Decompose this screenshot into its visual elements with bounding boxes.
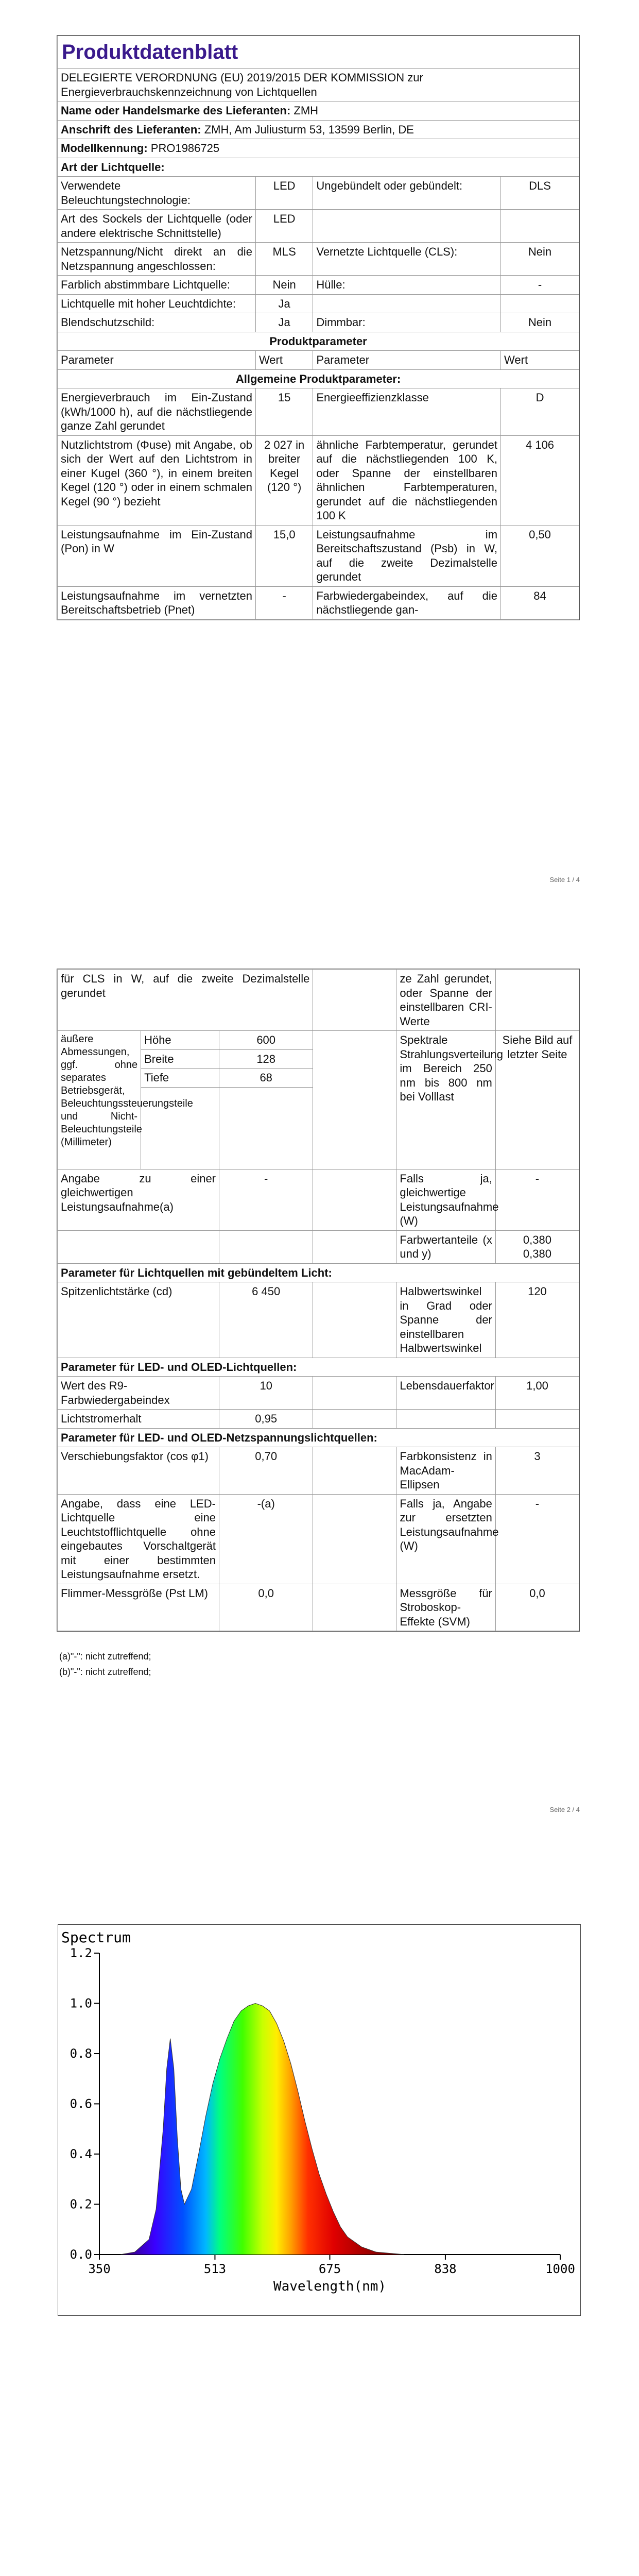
- peak-intensity-label: Spitzenlichtstärke (cd): [58, 1282, 219, 1358]
- regulation-text: DELEGIERTE VERORDNUNG (EU) 2019/2015 DER KOMMISSION zur Energieverbrauchskennzeichnung von Lichtquellen: [58, 69, 579, 101]
- y-tick-label: 0.0: [70, 2247, 92, 2262]
- type-param-label: Netzspannung/Nicht direkt an die Netzspannung angeschlossen:: [58, 243, 256, 276]
- product-param-value: 2 027 in breiter Kegel (120 °): [255, 435, 313, 525]
- y-tick-label: 0.2: [70, 2197, 92, 2212]
- dim-key: Breite: [141, 1049, 219, 1069]
- footnote: (a)"-": nicht zutreffend;: [59, 1651, 151, 1662]
- model-label: Modellkennung:: [61, 142, 148, 155]
- survival-factor-label: Lebensdauerfaktor: [396, 1377, 495, 1410]
- type-param-value: [501, 294, 579, 313]
- type-param-value: -: [501, 276, 579, 295]
- param-header: Parameter: [58, 351, 256, 370]
- product-param-value: 15: [255, 388, 313, 436]
- dim-value: 600: [219, 1031, 313, 1050]
- spectrum-svg: [58, 1925, 580, 2315]
- datasheet-table-page-2: [57, 969, 580, 1632]
- type-param-label: Lichtquelle mit hoher Leuchtdichte:: [58, 294, 256, 313]
- lumen-maintenance-value: 0,95: [219, 1410, 313, 1429]
- chromaticity-label: Farbwertanteile (x und y): [396, 1230, 495, 1263]
- stroboscopic-label: Messgröße für Stroboskop-Effekte (SVM): [396, 1584, 495, 1631]
- type-param-label: [313, 294, 501, 313]
- product-param-label: Nutzlichtstrom (Φuse) mit Angabe, ob sich der Wert auf den Lichtstrom in einer Kugel (360 °), in einem breiten Kegel (120 °) oder in einem schmalen Kegel (90 °) bezieht: [58, 435, 256, 525]
- x-axis-label: Wavelength(nm): [273, 2279, 387, 2294]
- product-param-row: [58, 435, 579, 525]
- datasheet-table-page-1: [57, 35, 580, 620]
- product-param-label: Energieverbrauch im Ein-Zustand (kWh/1000 h), auf die nächstliegende ganze Zahl gerundet: [58, 388, 256, 436]
- y-tick-label: 0.8: [70, 2046, 92, 2061]
- y-tick-label: 1.0: [70, 1996, 92, 2011]
- product-param-label: Energieeffizienzklasse: [313, 388, 501, 436]
- dim-key: Höhe: [141, 1031, 219, 1050]
- led-oled-heading: Parameter für LED- und OLED-Lichtquellen:: [58, 1358, 579, 1377]
- equiv-power-value: -: [219, 1169, 313, 1230]
- x-tick-label: 1000: [545, 2262, 575, 2276]
- supplier-name-value: ZMH: [293, 104, 319, 117]
- value-header: Wert: [501, 351, 579, 370]
- type-param-label: Art des Sockels der Lichtquelle (oder andere elektrische Schnittstelle): [58, 210, 256, 243]
- type-param-value: MLS: [255, 243, 313, 276]
- cri-cont-label: ze Zahl gerundet, oder Spanne der einstellbaren CRI-Werte: [396, 970, 495, 1031]
- param-header: Parameter: [313, 351, 501, 370]
- page-number: Seite 2 / 4: [549, 1806, 580, 1814]
- product-param-row: [58, 586, 579, 619]
- spectrum-label: Spektrale Strahlungsverteilung im Bereich 250 nm bis 800 nm bei Volllast: [396, 1031, 495, 1170]
- dim-key: Tiefe: [141, 1069, 219, 1088]
- type-param-label: Blendschutzschild:: [58, 313, 256, 332]
- footnote: (b)"-": nicht zutreffend;: [59, 1667, 151, 1677]
- type-param-label: Hülle:: [313, 276, 501, 295]
- flicker-label: Flimmer-Messgröße (Pst LM): [58, 1584, 219, 1631]
- supplier-address-label: Anschrift des Lieferanten:: [61, 123, 201, 136]
- lightsource-type-row: [58, 243, 579, 276]
- supplier-address-value: ZMH, Am Juliusturm 53, 13599 Berlin, DE: [204, 123, 414, 136]
- model-value: PRO1986725: [150, 142, 220, 155]
- type-param-value: Nein: [501, 313, 579, 332]
- lightsource-type-row: [58, 210, 579, 243]
- equiv-power-label: Angabe zu einer gleichwertigen Leistungsaufnahme(a): [58, 1169, 219, 1230]
- type-param-label: [313, 210, 501, 243]
- type-param-label: Ungebündelt oder gebündelt:: [313, 177, 501, 210]
- product-param-label: Leistungsaufnahme im Bereitschaftszustand (Psb) in W, auf die zweite Dezimalstelle gerundet: [313, 525, 501, 586]
- type-param-label: Verwendete Beleuchtungstechnologie:: [58, 177, 256, 210]
- spectrum-value: Siehe Bild auf letzter Seite: [495, 1031, 579, 1170]
- product-param-value: D: [501, 388, 579, 436]
- colour-consistency-label: Farbkonsistenz in MacAdam-Ellipsen: [396, 1447, 495, 1495]
- equiv-power-w-label: Falls ja, gleichwertige Leistungsaufnahme (W): [396, 1169, 495, 1230]
- lumen-maintenance-label: Lichtstromerhalt: [58, 1410, 219, 1429]
- chart-title: Spectrum: [61, 1929, 131, 1946]
- type-param-value: [501, 210, 579, 243]
- lightsource-type-row: [58, 313, 579, 332]
- type-param-label: Dimmbar:: [313, 313, 501, 332]
- type-param-value: Ja: [255, 294, 313, 313]
- directional-heading: Parameter für Lichtquellen mit gebündeltem Licht:: [58, 1263, 579, 1282]
- supplier-name-label: Name oder Handelsmarke des Lieferanten:: [61, 104, 291, 117]
- dim-value: 68: [219, 1069, 313, 1088]
- survival-factor-value: 1,00: [495, 1377, 579, 1410]
- flicker-value: 0,0: [219, 1584, 313, 1631]
- lightsource-type-heading: Art der Lichtquelle:: [58, 158, 579, 177]
- type-param-value: DLS: [501, 177, 579, 210]
- colour-consistency-value: 3: [495, 1447, 579, 1495]
- product-param-row: [58, 388, 579, 436]
- fluorescent-replacement-value: -(a): [219, 1494, 313, 1584]
- beam-angle-value: 120: [495, 1282, 579, 1358]
- lightsource-type-row: [58, 276, 579, 295]
- displacement-factor-value: 0,70: [219, 1447, 313, 1495]
- product-param-value: 4 106: [501, 435, 579, 525]
- beam-angle-label: Halbwertswinkel in Grad oder Spanne der einstellbaren Halbwertswinkel: [396, 1282, 495, 1358]
- general-params-heading: Allgemeine Produktparameter:: [58, 369, 579, 388]
- y-tick-label: 0.4: [70, 2147, 92, 2161]
- stroboscopic-value: 0,0: [495, 1584, 579, 1631]
- replaced-power-label: Falls ja, Angabe zur ersetzten Leistungsaufnahme (W): [396, 1494, 495, 1584]
- r9-label: Wert des R9-Farbwiedergabeindex: [58, 1377, 219, 1410]
- product-param-label: Leistungsaufnahme im Ein-Zustand (Pon) in W: [58, 525, 256, 586]
- product-param-value: 84: [501, 586, 579, 619]
- type-param-label: Vernetzte Lichtquelle (CLS):: [313, 243, 501, 276]
- type-param-value: LED: [255, 210, 313, 243]
- equiv-power-w-value: -: [495, 1169, 579, 1230]
- page-title: Produktdatenblatt: [58, 36, 579, 69]
- product-param-label: Farbwiedergabeindex, auf die nächstliegende gan-: [313, 586, 501, 619]
- displacement-factor-label: Verschiebungsfaktor (cos φ1): [58, 1447, 219, 1495]
- product-param-value: 0,50: [501, 525, 579, 586]
- lightsource-type-row: [58, 294, 579, 313]
- peak-intensity-value: 6 450: [219, 1282, 313, 1358]
- product-params-heading: Produktparameter: [58, 332, 579, 351]
- type-param-value: Ja: [255, 313, 313, 332]
- r9-value: 10: [219, 1377, 313, 1410]
- dimensions-label: äußere Abmessungen, ggf. ohne separates Betriebsgerät, Beleuchtungssteuerungsteile und Nicht-Beleuchtungsteile (Millimeter): [58, 1031, 141, 1170]
- y-tick-label: 1.2: [70, 1946, 92, 1960]
- value-header: Wert: [255, 351, 313, 370]
- led-mains-heading: Parameter für LED- und OLED-Netzspannungslichtquellen:: [58, 1428, 579, 1447]
- product-param-value: -: [255, 586, 313, 619]
- type-param-label: Farblich abstimmbare Lichtquelle:: [58, 276, 256, 295]
- product-param-label: ähnliche Farbtemperatur, gerundet auf die nächstliegenden 100 K, oder Spanne der einstellbaren ähnlichen Farbtemperaturen, gerundet auf die nächstliegenden 100 K: [313, 435, 501, 525]
- product-param-row: [58, 525, 579, 586]
- replaced-power-value: -: [495, 1494, 579, 1584]
- spectrum-fill: [120, 1953, 404, 2255]
- lightsource-type-row: [58, 177, 579, 210]
- consumption-cont-label: für CLS in W, auf die zweite Dezimalstelle gerundet: [58, 970, 313, 1031]
- x-tick-label: 513: [203, 2262, 227, 2276]
- type-param-value: Nein: [501, 243, 579, 276]
- type-param-value: Nein: [255, 276, 313, 295]
- chromaticity-value: 0,380 0,380: [495, 1230, 579, 1263]
- product-param-value: 15,0: [255, 525, 313, 586]
- page-number: Seite 1 / 4: [549, 876, 580, 884]
- y-tick-label: 0.6: [70, 2096, 92, 2111]
- type-param-value: LED: [255, 177, 313, 210]
- x-tick-label: 350: [88, 2262, 111, 2276]
- product-param-label: Leistungsaufnahme im vernetzten Bereitschaftsbetrieb (Pnet): [58, 586, 256, 619]
- x-tick-label: 838: [434, 2262, 457, 2276]
- spectrum-chart: [58, 1924, 581, 2316]
- x-tick-label: 675: [318, 2262, 341, 2276]
- dim-value: 128: [219, 1049, 313, 1069]
- fluorescent-replacement-label: Angabe, dass eine LED-Lichtquelle eine Leuchtstofflichtquelle ohne eingebautes Vorschaltgerät mit einer bestimmten Leistungsaufnahme ersetzt.: [58, 1494, 219, 1584]
